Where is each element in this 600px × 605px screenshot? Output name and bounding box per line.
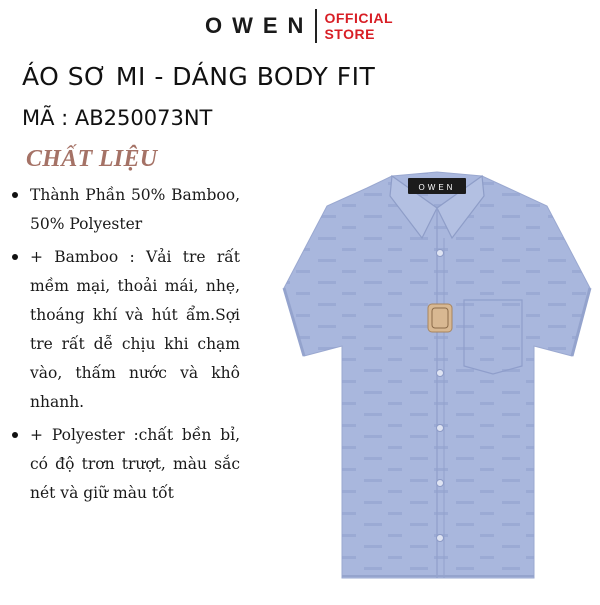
material-heading: CHẤT LIỆU: [26, 146, 158, 172]
list-item: [8, 421, 240, 508]
brand-logo[interactable]: [205, 6, 393, 46]
list-item: [8, 181, 240, 239]
product-image: [272, 168, 597, 600]
product-title: ÁO SƠ MI - DÁNG BODY FIT: [22, 62, 376, 91]
collar-label: OWEN: [418, 183, 456, 192]
shirt-illustration: [272, 168, 597, 600]
badge-line-official: OFFICIAL: [324, 10, 393, 26]
material-bamboo-text: + Bamboo : Vải tre rất mềm mại, thoải mái, nhẹ, thoáng khí và hút ẩm.Sợi tre rất dễ chịu khi chạm vào, thấm nước và khô nhanh.: [30, 248, 240, 411]
brand-wordmark: OWEN: [205, 13, 314, 38]
material-composition-text: Thành Phần 50% Bamboo, 50% Polyester: [30, 186, 240, 233]
product-code: MÃ : AB250073NT: [22, 106, 213, 130]
material-polyester-text: + Polyester :chất bền bỉ, có độ trơn trượt, màu sắc nét và giữ màu tốt: [30, 426, 240, 502]
logo-divider: [315, 9, 317, 43]
badge-line-store: STORE: [324, 26, 375, 42]
list-item: [8, 243, 240, 417]
official-store-badge: [324, 10, 393, 42]
material-list: [8, 181, 240, 512]
